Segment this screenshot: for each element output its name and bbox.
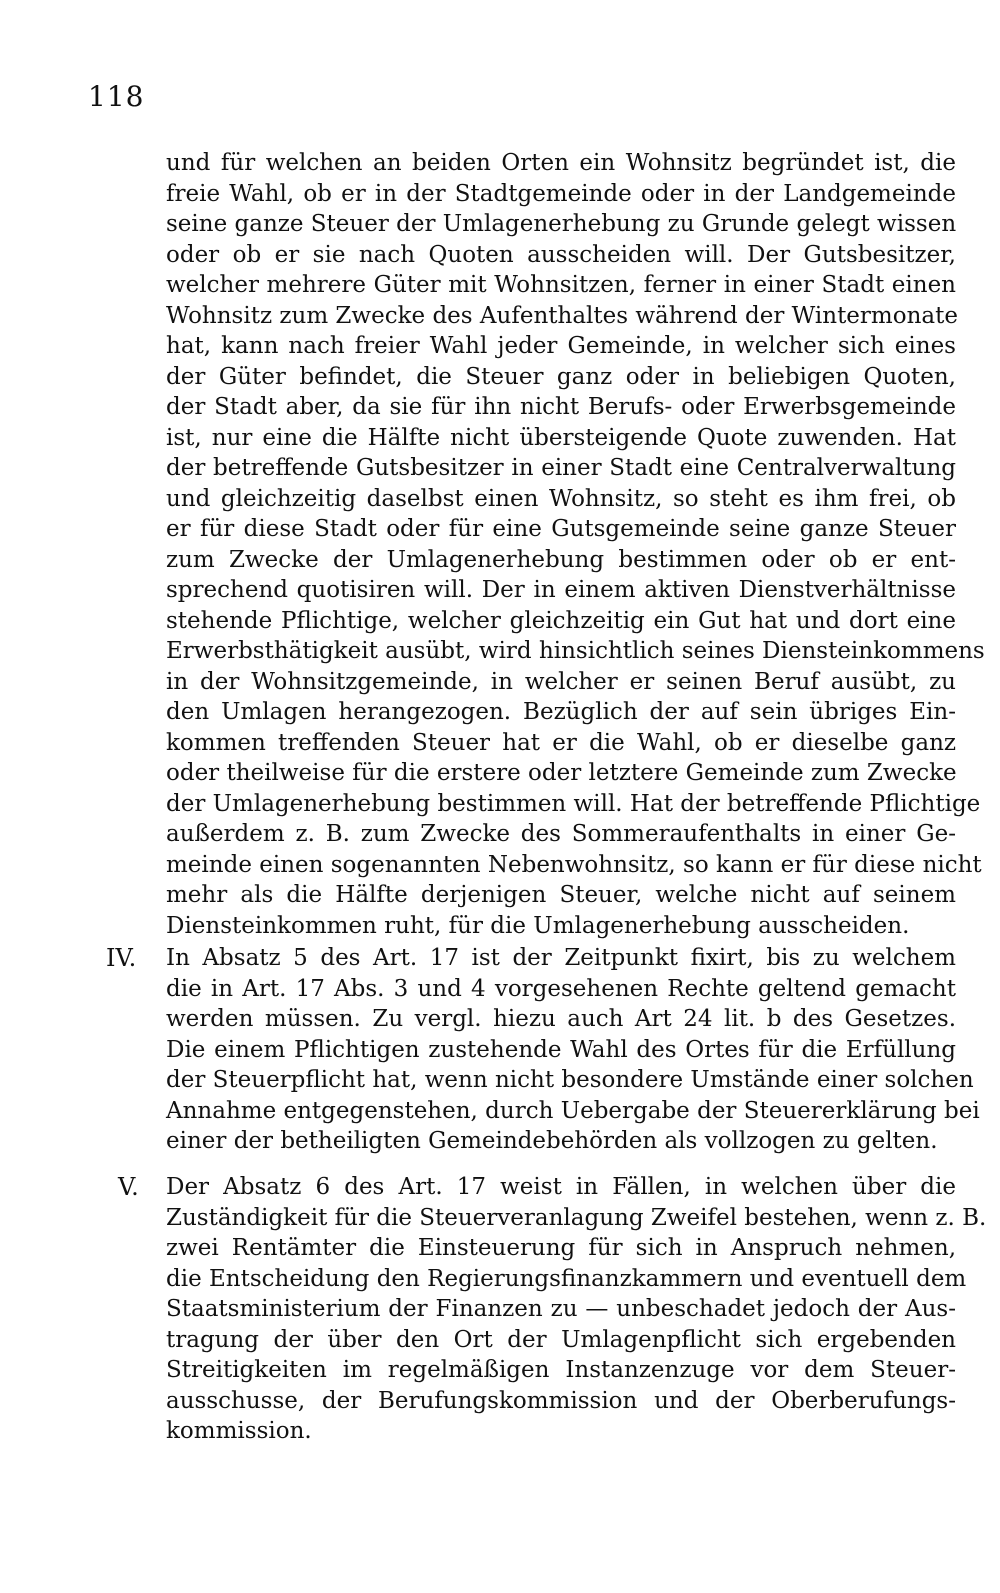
text-line: seine ganze Steuer der Umlagenerhebung zu Grunde gelegt wissen [166,211,957,237]
text-line: den Umlagen herangezogen. Bezüglich der auf sein übriges Ein- [166,699,956,725]
text-line: die Entscheidung den Regierungsfinanzkammern und eventuell dem [166,1265,967,1292]
text-line: Wohnsitz zum Zwecke des Aufenthaltes während der Wintermonate [166,302,958,329]
text-line: hat, kann nach freier Wahl jeder Gemeinde, in welcher sich eines [166,333,956,359]
text-line: Diensteinkommen ruht, für die Umlagenerhebung ausscheiden. [166,912,910,939]
text-line: der Steuerpflicht hat, wenn nicht besondere Umstände einer solchen [166,1067,974,1093]
text-line: Streitigkeiten im regelmäßigen Instanzenzuge vor dem Steuer- [166,1357,956,1383]
text-line: der betreffende Gutsbesitzer in einer Stadt eine Centralverwaltung [166,455,956,481]
section-marker-v: V. [118,1173,139,1201]
text-line: der Güter befindet, die Steuer ganz oder in beliebigen Quoten, [166,363,956,390]
text-line: zum Zwecke der Umlagenerhebung bestimmen oder ob er ent- [166,546,956,573]
text-line: sprechend quotisiren will. Der in einem aktiven Dienstverhältnisse [166,577,956,603]
text-line: ist, nur eine die Hälfte nicht übersteigende Quote zuwenden. Hat [166,424,956,451]
text-line: freie Wahl, ob er in der Stadtgemeinde oder in der Landgemeinde [166,180,956,207]
page-number: 118 [88,80,145,113]
text-line: stehende Pflichtige, welcher gleichzeitig ein Gut hat und dort eine [166,607,956,634]
section-marker-iv: IV. [106,944,137,972]
paragraph-section-v [166,1172,987,1447]
text-line: Der Absatz 6 des Art. 17 weist in Fällen, in welchen über die [166,1174,956,1200]
text-line: Annahme entgegenstehen, durch Uebergabe der Steuererklärung bei [166,1097,980,1124]
text-line: kommen treffenden Steuer hat er die Wahl, ob er dieselbe ganz [166,729,956,756]
paragraph-continuation [166,148,985,941]
paragraph-section-iv [166,943,980,1157]
text-line: Zuständigkeit für die Steuerveranlagung Zweifel bestehen, wenn z. B. [166,1204,987,1231]
text-line: welcher mehrere Güter mit Wohnsitzen, ferner in einer Stadt einen [166,272,956,298]
text-line: der Umlagenerhebung bestimmen will. Hat der betreffende Pflichtige [166,790,981,817]
text-line: In Absatz 5 des Art. 17 ist der Zeitpunkt fixirt, bis zu welchem [166,945,956,971]
text-line: und für welchen an beiden Orten ein Wohnsitz begründet ist, die [166,150,956,176]
text-line: oder theilweise für die erstere oder letztere Gemeinde zum Zwecke [166,760,957,786]
text-line: kommission. [166,1418,312,1444]
text-line: Die einem Pflichtigen zustehende Wahl des Ortes für die Erfüllung [166,1036,956,1063]
text-line: mehr als die Hälfte derjenigen Steuer, welche nicht auf seinem [166,882,956,908]
text-line: oder ob er sie nach Quoten ausscheiden will. Der Gutsbesitzer, [166,241,956,268]
text-line: einer der betheiligten Gemeindebehörden als vollzogen zu gelten. [166,1128,938,1154]
text-line: er für diese Stadt oder für eine Gutsgemeinde seine ganze Steuer [166,516,956,542]
text-line: und gleichzeitig daselbst einen Wohnsitz, so steht es ihm frei, ob [166,485,956,512]
text-line: zwei Rentämter die Einsteuerung für sich in Anspruch nehmen, [166,1235,956,1261]
text-line: meinde einen sogenannten Nebenwohnsitz, so kann er für diese nicht [166,851,982,878]
text-line: Erwerbsthätigkeit ausübt, wird hinsichtlich seines Diensteinkommens [166,638,985,664]
text-line: der Stadt aber, da sie für ihn nicht Berufs- oder Erwerbsgemeinde [166,394,956,420]
text-line: außerdem z. B. zum Zwecke des Sommeraufenthalts in einer Ge- [166,821,956,847]
text-line: tragung der über den Ort der Umlagenpflicht sich ergebenden [166,1326,956,1353]
text-line: werden müssen. Zu vergl. hiezu auch Art 24 lit. b des Gesetzes. [166,1006,956,1032]
text-line: die in Art. 17 Abs. 3 und 4 vorgesehenen Rechte geltend gemacht [166,975,956,1002]
text-line: in der Wohnsitzgemeinde, in welcher er seinen Beruf ausübt, zu [166,668,956,695]
text-line: ausschusse, der Berufungskommission und der Oberberufungs- [166,1387,956,1414]
text-line: Staatsministerium der Finanzen zu — unbeschadet jedoch der Aus- [166,1296,956,1322]
